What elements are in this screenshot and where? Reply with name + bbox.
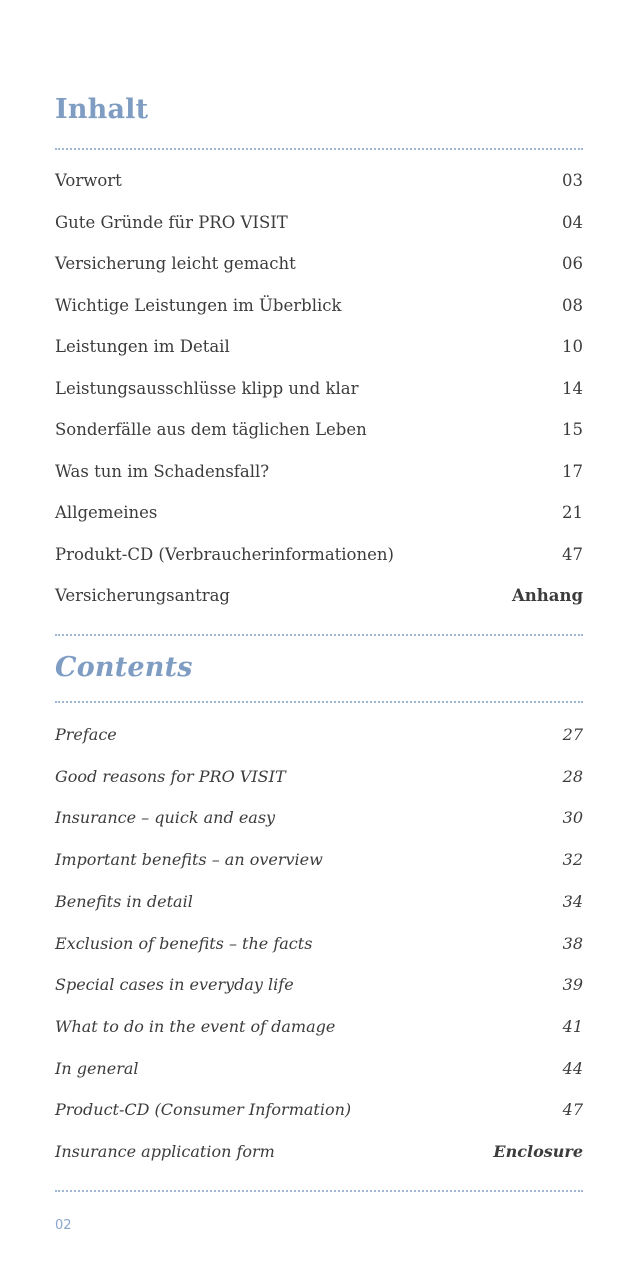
- dotted-divider: [55, 701, 583, 703]
- toc-entry: [55, 503, 583, 533]
- toc-entry-page: 08: [562, 295, 583, 315]
- toc-entry-page: 44: [562, 1058, 583, 1078]
- toc-entry-title: Important benefits – an overview: [55, 850, 323, 870]
- toc-entry-title: Versicherungsantrag: [55, 586, 230, 605]
- toc-entry-title: Versicherung leicht gemacht: [55, 254, 296, 273]
- toc-entry-page: Anhang: [511, 586, 583, 605]
- toc-entry-title: What to do in the event of damage: [55, 1016, 336, 1036]
- toc-entry: [55, 975, 583, 1005]
- toc-entry-title: Preface: [55, 725, 117, 744]
- dotted-divider: [55, 634, 583, 636]
- toc-entry-page: 41: [562, 1016, 583, 1036]
- toc-entry: [55, 586, 583, 616]
- toc-entry-page: Enclosure: [493, 1142, 583, 1161]
- toc-entry-page: 39: [562, 975, 583, 995]
- toc-entry-page: 28: [562, 766, 583, 786]
- toc-entry-title: Allgemeines: [55, 503, 158, 522]
- toc-entry-title: Wichtige Leistungen im Überblick: [55, 295, 342, 315]
- toc-entry-page: 17: [562, 461, 583, 481]
- toc-entry-title: Benefits in detail: [55, 891, 193, 911]
- toc-entry: [55, 420, 583, 450]
- toc-entry: [55, 545, 583, 575]
- toc-entry: [55, 808, 583, 838]
- toc-entry-title: Special cases in everyday life: [55, 975, 294, 995]
- toc-entry-title: Leistungsausschlüsse klipp und klar: [55, 378, 359, 398]
- toc-entry: [55, 213, 583, 243]
- toc-entry-page: 10: [562, 337, 583, 356]
- toc-entry: [55, 1142, 583, 1172]
- toc-entry-title: Gute Gründe für PRO VISIT: [55, 212, 288, 232]
- toc-entry: [55, 254, 583, 284]
- toc-entry-title: Insurance application form: [55, 1142, 275, 1161]
- page-number: 02: [55, 1218, 72, 1233]
- toc-entry-page: 30: [562, 808, 583, 828]
- toc-entry-page: 38: [562, 933, 583, 953]
- toc-entry-page: 21: [562, 503, 583, 522]
- toc-entry-page: 27: [562, 725, 583, 744]
- toc-entry-title: Was tun im Schadensfall?: [55, 461, 270, 481]
- toc-entry: [55, 767, 583, 797]
- toc-entry: [55, 850, 583, 880]
- toc-entry-title: Produkt-CD (Verbraucherinformationen): [55, 544, 394, 564]
- toc-entry: [55, 1017, 583, 1047]
- toc-entry-page: 47: [562, 544, 583, 564]
- toc-entry-page: 14: [562, 378, 583, 398]
- toc-entry-title: Exclusion of benefits – the facts: [55, 933, 313, 953]
- dotted-divider: [55, 148, 583, 150]
- toc-entry: [55, 462, 583, 492]
- english-contents-heading: Contents: [55, 652, 193, 683]
- toc-entry-title: Vorwort: [55, 171, 122, 190]
- german-contents-heading: Inhalt: [55, 94, 149, 125]
- toc-entry-page: 06: [562, 254, 583, 273]
- toc-entry-page: 03: [562, 171, 583, 190]
- toc-entry: [55, 296, 583, 326]
- toc-entry-title: In general: [55, 1058, 139, 1078]
- toc-entry-title: Product-CD (Consumer Information): [55, 1100, 352, 1120]
- toc-entry-page: 34: [562, 891, 583, 911]
- toc-entry-title: Good reasons for PRO VISIT: [55, 766, 286, 786]
- toc-entry-title: Insurance – quick and easy: [55, 808, 276, 828]
- toc-entry: [55, 1059, 583, 1089]
- toc-entry: [55, 934, 583, 964]
- toc-entry: [55, 1100, 583, 1130]
- dotted-divider: [55, 1190, 583, 1192]
- toc-entry-title: Sonderfälle aus dem täglichen Leben: [55, 420, 367, 439]
- toc-entry-page: 15: [562, 420, 583, 439]
- toc-entry: [55, 171, 583, 201]
- toc-entry-title: Leistungen im Detail: [55, 337, 230, 356]
- toc-entry: [55, 337, 583, 367]
- toc-entry-page: 47: [562, 1100, 583, 1120]
- toc-entry: [55, 379, 583, 409]
- toc-entry: [55, 892, 583, 922]
- toc-entry-page: 32: [562, 850, 583, 870]
- toc-entry-page: 04: [562, 212, 583, 232]
- toc-entry: [55, 725, 583, 755]
